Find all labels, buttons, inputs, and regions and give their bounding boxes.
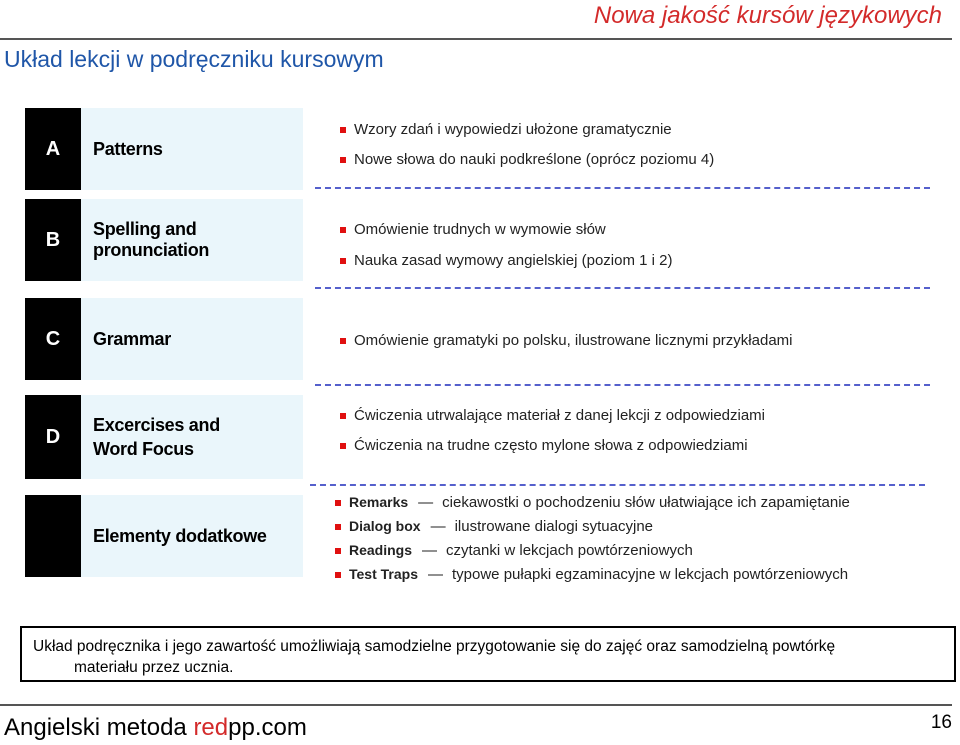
extras-item-readings	[335, 542, 850, 559]
section-letter-blank	[25, 495, 81, 577]
section-name-text: Elementy dodatkowe	[93, 525, 267, 546]
section-letter: B	[25, 199, 81, 281]
bullet-square-icon	[335, 524, 341, 530]
footer-highlight: red	[193, 714, 229, 741]
extras-text: ciekawostki o pochodzeniu słów ułatwiające ich zapamiętanie	[442, 494, 850, 511]
top-divider	[0, 38, 952, 40]
bullet-item	[340, 252, 672, 269]
extras-text: typowe pułapki egzaminacyjne w lekcjach powtórzeniowych	[452, 566, 849, 583]
extras-term: Dialog box	[349, 518, 421, 534]
section-letter: D	[25, 395, 81, 479]
summary-note-line: materiału przez ucznia.	[74, 659, 234, 676]
extras-item-dialog-box	[335, 518, 850, 535]
section-name-line: pronunciation	[93, 240, 210, 260]
bullet-item	[340, 407, 765, 424]
section-name	[81, 298, 303, 380]
extras-dash: —	[422, 542, 438, 559]
extras-item-test-traps	[335, 566, 850, 583]
bullet-list	[340, 221, 672, 269]
extras-list	[335, 494, 850, 583]
section-name	[81, 199, 303, 281]
footer-suffix: pp.com	[228, 714, 307, 741]
bullet-square-icon	[340, 258, 346, 264]
section-letter: A	[25, 108, 81, 190]
page-title: Układ lekcji w podręczniku kursowym	[4, 46, 384, 72]
bullet-square-icon	[340, 338, 346, 344]
bullet-square-icon	[335, 572, 341, 578]
bullet-text: Ćwiczenia na trudne często mylone słowa z odpowiedziami	[354, 437, 748, 454]
page-number: 16	[930, 712, 952, 733]
section-name-line: Excercises and	[93, 414, 220, 435]
bullet-square-icon	[340, 127, 346, 133]
bullet-item	[340, 437, 765, 454]
section-name-line: Spelling and	[93, 219, 197, 239]
summary-note-line: Układ podręcznika i jego zawartość umożliwiają samodzielne przygotowanie się do zajęć oraz samodzielną powtórkę	[33, 638, 836, 655]
summary-note	[20, 626, 956, 682]
footer-brand	[4, 714, 307, 742]
brand-tagline: Nowa jakość kursów językowych	[593, 2, 942, 29]
section-name	[81, 395, 303, 479]
bullet-text: Omówienie trudnych w wymowie słów	[354, 221, 606, 238]
bullet-square-icon	[335, 548, 341, 554]
section-a	[25, 108, 935, 190]
bullet-square-icon	[340, 413, 346, 419]
bottom-divider	[0, 704, 952, 706]
bullet-text: Wzory zdań i wypowiedzi ułożone gramatycznie	[354, 121, 672, 138]
section-name-line: Word Focus	[93, 438, 194, 459]
bullet-text: Ćwiczenia utrwalające materiał z danej lekcji z odpowiedziami	[354, 407, 766, 424]
extras-term: Test Traps	[349, 566, 418, 582]
section-name	[81, 108, 303, 190]
footer-prefix: Angielski metoda	[4, 714, 194, 741]
section-c	[25, 298, 935, 380]
extras-term: Remarks	[349, 494, 409, 510]
bullet-item	[340, 332, 793, 349]
section-letter: C	[25, 298, 81, 380]
extras-dash: —	[418, 494, 434, 511]
extras-dash: —	[430, 518, 446, 535]
bullet-item	[340, 121, 714, 138]
section-divider	[315, 187, 930, 189]
extras-text: czytanki w lekcjach powtórzeniowych	[446, 542, 693, 559]
bullet-list	[340, 407, 765, 454]
bullet-text: Omówienie gramatyki po polsku, ilustrowane licznymi przykładami	[354, 332, 793, 349]
section-divider	[310, 484, 925, 486]
section-b	[25, 199, 935, 281]
section-name-text: Patterns	[93, 138, 163, 159]
bullet-item	[340, 221, 672, 238]
section-name-text: Grammar	[93, 328, 171, 349]
bullet-square-icon	[335, 500, 341, 506]
bullet-item	[340, 151, 714, 168]
extras-dash: —	[428, 566, 443, 583]
bullet-list	[340, 121, 714, 168]
bullet-text: Nauka zasad wymowy angielskiej (poziom 1 i 2)	[354, 252, 673, 269]
section-d	[25, 395, 935, 479]
section-divider	[315, 384, 930, 386]
bullet-square-icon	[340, 227, 346, 233]
bullet-list	[340, 332, 793, 349]
bullet-text: Nowe słowa do nauki podkreślone (oprócz poziomu 4)	[354, 151, 715, 168]
extras-text: ilustrowane dialogi sytuacyjne	[454, 518, 654, 535]
extras-term: Readings	[349, 542, 413, 558]
extras-item-remarks	[335, 494, 850, 511]
bullet-square-icon	[340, 443, 346, 449]
bullet-square-icon	[340, 157, 346, 163]
section-name	[81, 495, 303, 577]
section-extras	[25, 494, 935, 583]
section-divider	[315, 287, 930, 289]
